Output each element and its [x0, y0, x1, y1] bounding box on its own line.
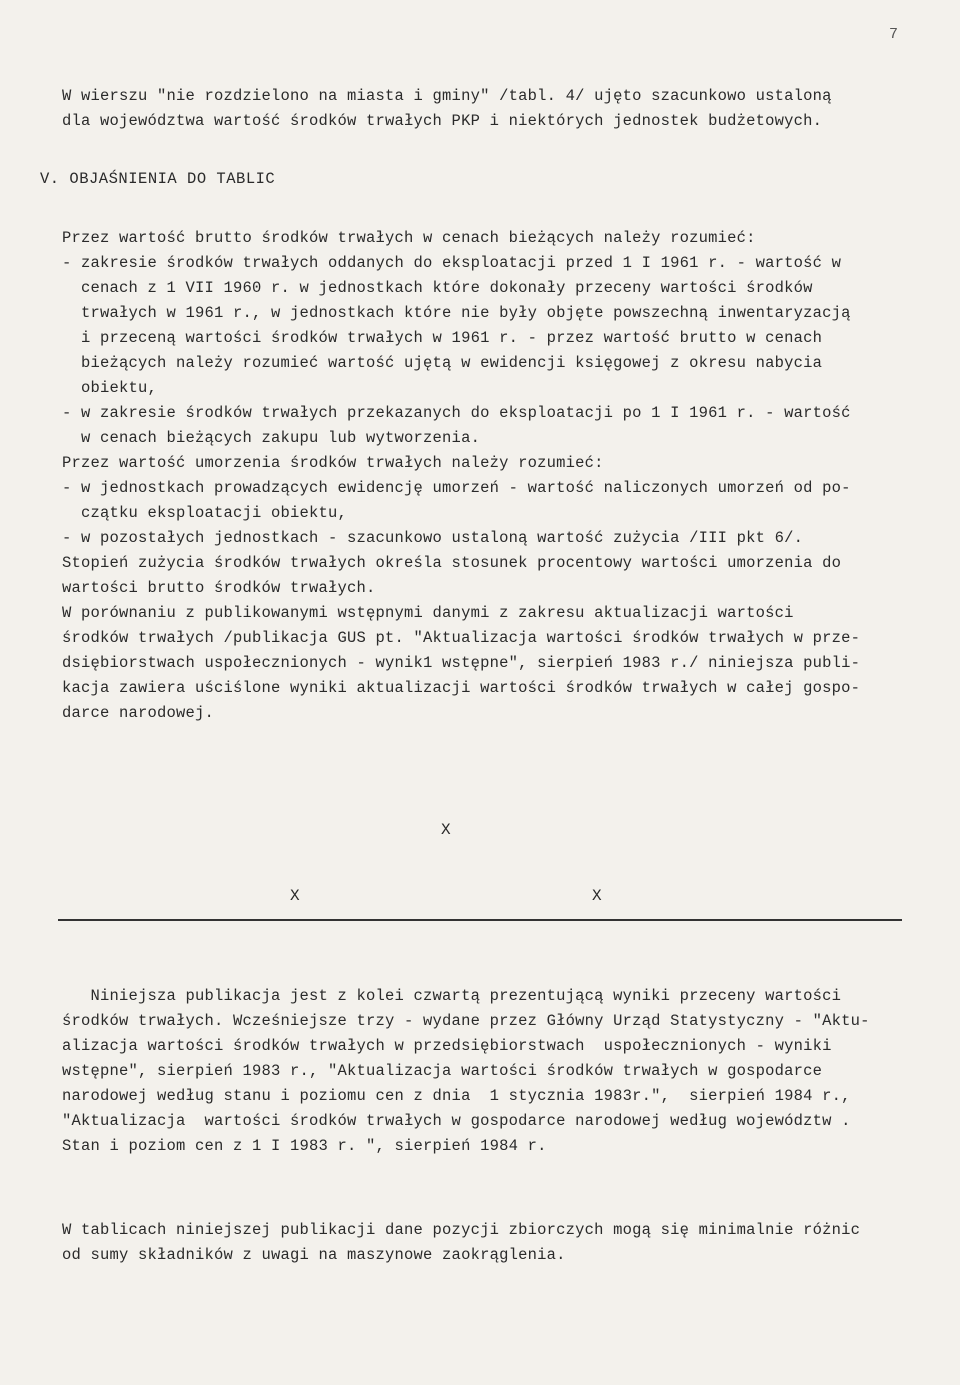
- section-line: - w jednostkach prowadzących ewidencję umorzeń - wartość naliczonych umorzeń od po-: [62, 479, 851, 497]
- section-line: darce narodowej.: [62, 704, 215, 722]
- section-line: - w pozostałych jednostkach - szacunkowo ustaloną wartość zużycia /III pkt 6/.: [62, 529, 804, 547]
- section-line: Przez wartość brutto środków trwałych w cenach bieżących należy rozumieć:: [62, 229, 756, 247]
- separator-mark-right: X: [592, 887, 602, 905]
- page-number: 7: [888, 26, 898, 43]
- section-line: i przeceną wartości środków trwałych w 1961 r. - przez wartość brutto w cenach: [62, 329, 823, 347]
- note-line: środków trwałych. Wcześniejsze trzy - wydane przez Główny Urząd Statystyczny - "Aktu-: [62, 1012, 870, 1030]
- section-line: cenach z 1 VII 1960 r. w jednostkach które dokonały przeceny wartości środków: [62, 279, 813, 297]
- section-line: - w zakresie środków trwałych przekazanych do eksploatacji po 1 I 1961 r. - wartość: [62, 404, 851, 422]
- note-line: Niniejsza publikacja jest z kolei czwartą prezentującą wyniki przeceny wartości: [62, 987, 842, 1005]
- section-heading: V. OBJAŚNIENIA DO TABLIC: [40, 170, 276, 188]
- section-line: Przez wartość umorzenia środków trwałych należy rozumieć:: [62, 454, 604, 472]
- section-line: Stopień zużycia środków trwałych określa stosunek procentowy wartości umorzenia do: [62, 554, 842, 572]
- section-line: w cenach bieżących zakupu lub wytworzenia.: [62, 429, 481, 447]
- intro-line: W wierszu "nie rozdzielono na miasta i gminy" /tabl. 4/ ujęto szacunkowo ustaloną: [62, 87, 832, 105]
- intro-line: dla województwa wartość środków trwałych PKP i niektórych jednostek budżetowych.: [62, 112, 823, 130]
- section-line: obiektu,: [62, 379, 158, 397]
- section-line: trwałych w 1961 r., w jednostkach które nie były objęte powszechną inwentaryzacją: [62, 304, 851, 322]
- section-line: czątku eksploatacji obiektu,: [62, 504, 348, 522]
- section-line: - zakresie środków trwałych oddanych do eksploatacji przed 1 I 1961 r. - wartość w: [62, 254, 842, 272]
- separator-mark-left: X: [290, 887, 300, 905]
- section-line: wartości brutto środków trwałych.: [62, 579, 376, 597]
- footer-line: od sumy składników z uwagi na maszynowe zaokrąglenia.: [62, 1246, 566, 1264]
- horizontal-rule: [58, 919, 902, 921]
- note-line: alizacja wartości środków trwałych w przedsiębiorstwach uspołecznionych - wyniki: [62, 1037, 832, 1055]
- footer-line: W tablicach niniejszej publikacji dane pozycji zbiorczych mogą się minimalnie różnic: [62, 1221, 861, 1239]
- note-line: "Aktualizacja wartości środków trwałych w gospodarce narodowej według województw .: [62, 1112, 851, 1130]
- section-line: W porównaniu z publikowanymi wstępnymi danymi z zakresu aktualizacji wartości: [62, 604, 794, 622]
- section-line: kacja zawiera uściślone wyniki aktualizacji wartości środków trwałych w całej gospo-: [62, 679, 861, 697]
- note-line: Stan i poziom cen z 1 I 1983 r. ", sierpień 1984 r.: [62, 1137, 547, 1155]
- note-line: wstępne", sierpień 1983 r., "Aktualizacja wartości środków trwałych w gospodarce: [62, 1062, 823, 1080]
- section-line: środków trwałych /publikacja GUS pt. "Aktualizacja wartości środków trwałych w prze-: [62, 629, 861, 647]
- separator-mark-top: X: [441, 821, 451, 839]
- note-line: narodowej według stanu i poziomu cen z dnia 1 stycznia 1983r.", sierpień 1984 r.,: [62, 1087, 851, 1105]
- section-line: bieżących należy rozumieć wartość ujętą w ewidencji księgowej z okresu nabycia: [62, 354, 823, 372]
- section-line: dsiębiorstwach uspołecznionych - wynik1 wstępne", sierpień 1983 r./ niniejsza publi-: [62, 654, 861, 672]
